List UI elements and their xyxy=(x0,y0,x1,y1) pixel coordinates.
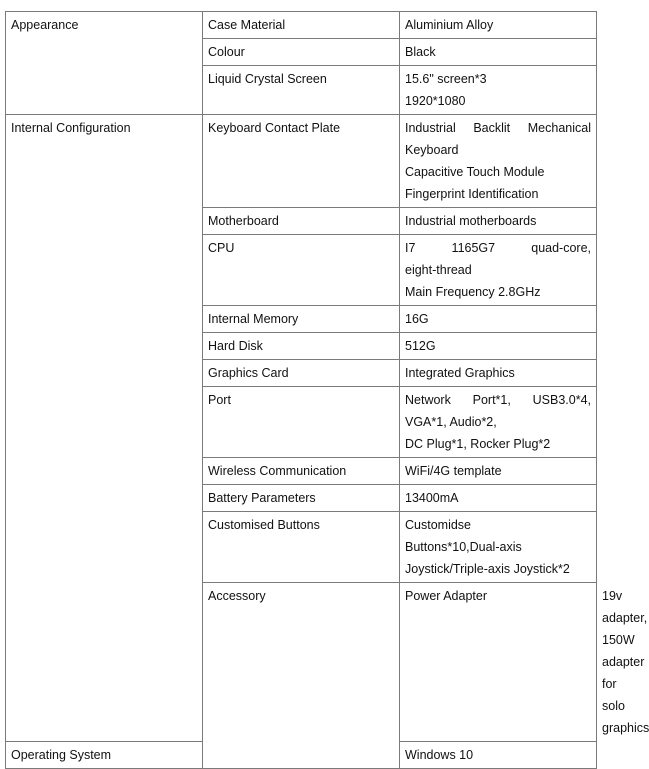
value-graphics-card: Integrated Graphics xyxy=(400,360,597,387)
value-port: Network Port*1, USB3.0*4, VGA*1, Audio*2, DC Plug*1, Rocker Plug*2 xyxy=(400,387,597,458)
value-customised-buttons: Customidse Buttons*10,Dual-axis Joystick/Triple-axis Joystick*2 xyxy=(400,512,597,583)
label-cpu: CPU xyxy=(203,235,400,306)
value-cpu: I7 1165G7 quad-core, eight-thread Main Frequency 2.8GHz xyxy=(400,235,597,306)
label-hard-disk: Hard Disk xyxy=(203,333,400,360)
section-appearance: Appearance xyxy=(6,12,203,115)
table-row xyxy=(6,115,597,208)
value-operating-system: Windows 10 xyxy=(400,742,597,769)
label-battery-parameters: Battery Parameters xyxy=(203,485,400,512)
label-wireless-communication: Wireless Communication xyxy=(203,458,400,485)
value-battery-parameters: 13400mA xyxy=(400,485,597,512)
table-row xyxy=(6,12,597,39)
label-keyboard: Keyboard Contact Plate xyxy=(203,115,400,208)
label-colour: Colour xyxy=(203,39,400,66)
value-wireless-communication: WiFi/4G template xyxy=(400,458,597,485)
value-colour: Black xyxy=(400,39,597,66)
value-hard-disk: 512G xyxy=(400,333,597,360)
table-row: Accessory Power Adapter 19v adapter, 150W adapter for solo graphics xyxy=(6,583,597,742)
label-operating-system: Operating System xyxy=(6,742,203,769)
label-internal-memory: Internal Memory xyxy=(203,306,400,333)
spec-table xyxy=(5,11,649,769)
value-screen: 15.6" screen*3 1920*1080 xyxy=(400,66,597,115)
section-accessory: Accessory xyxy=(203,583,400,769)
value-internal-memory: 16G xyxy=(400,306,597,333)
label-screen: Liquid Crystal Screen xyxy=(203,66,400,115)
label-port: Port xyxy=(203,387,400,458)
label-motherboard: Motherboard xyxy=(203,208,400,235)
label-power-adapter: Power Adapter xyxy=(400,583,597,742)
value-keyboard: Industrial Backlit Mechanical Keyboard Capacitive Touch Module Fingerprint Identification xyxy=(400,115,597,208)
value-case-material: Aluminium Alloy xyxy=(400,12,597,39)
section-internal-configuration: Internal Configuration xyxy=(6,115,203,742)
value-motherboard: Industrial motherboards xyxy=(400,208,597,235)
label-customised-buttons: Customised Buttons xyxy=(203,512,400,583)
label-graphics-card: Graphics Card xyxy=(203,360,400,387)
label-case-material: Case Material xyxy=(203,12,400,39)
